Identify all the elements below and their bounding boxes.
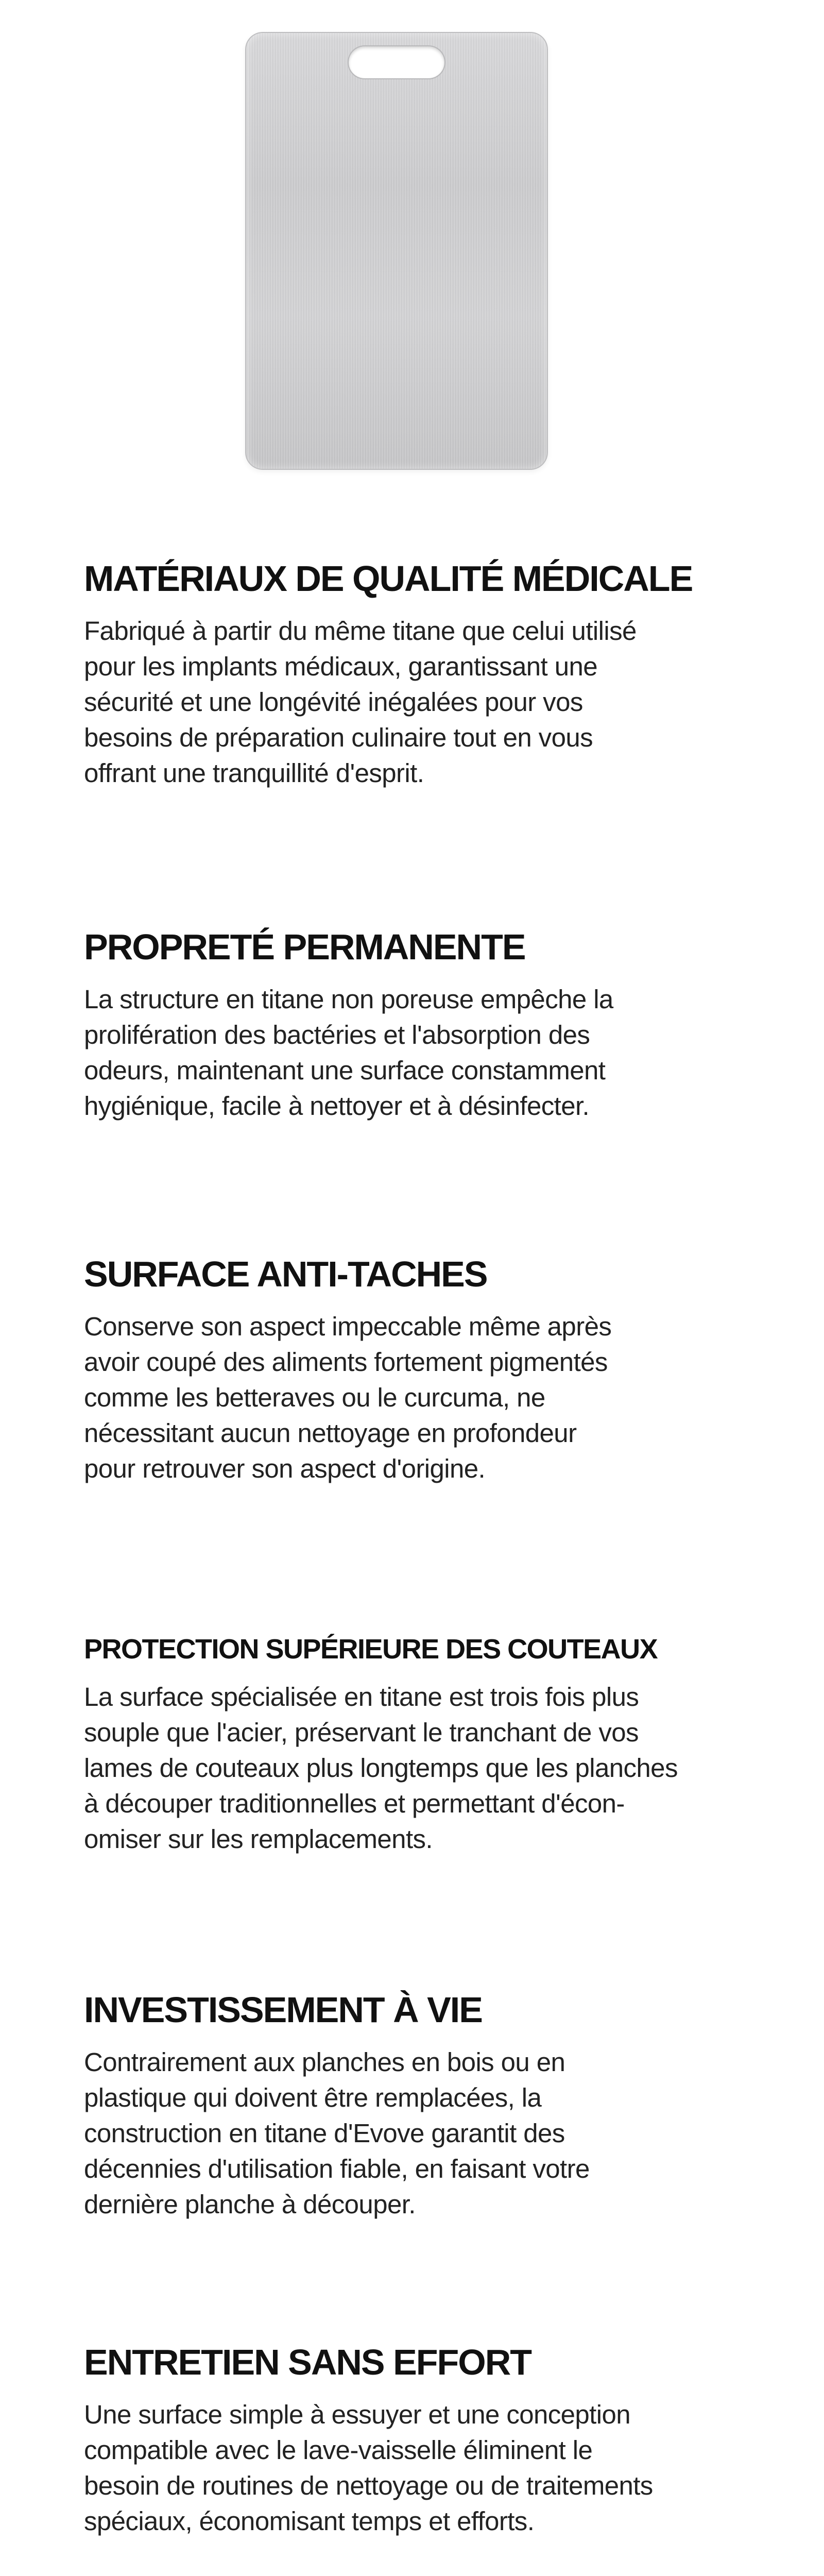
section-effortless-care — [84, 2343, 753, 2539]
section-body: La surface spécialisée en titane est trois fois plus souple que l'acier, préservant le tranchant de vos lames de couteaux plus longtemps que les planches à découper traditionnelles et permettant d'écon- omiser sur les remplacements. — [84, 1682, 678, 1854]
section-title: ENTRETIEN SANS EFFORT — [84, 2342, 531, 2382]
section-medical-grade — [84, 559, 753, 791]
product-image — [245, 32, 548, 470]
section-body: Conserve son aspect impeccable même après avoir coupé des aliments fortement pigmentés comme les betteraves ou le curcuma, ne nécessitant aucun nettoyage en profondeur pour retrouver son aspect d'origine. — [84, 1312, 612, 1483]
section-title: SURFACE ANTI-TACHES — [84, 1254, 487, 1294]
section-body: Contrairement aux planches en bois ou en plastique qui doivent être remplacées, la construction en titane d'Evove garantit des décennies d'utilisation fiable, en faisant votre dernière planche à découper. — [84, 2047, 590, 2219]
section-knife-protection — [84, 1634, 753, 1857]
section-title: PROPRETÉ PERMANENTE — [84, 927, 525, 967]
section-title: MATÉRIAUX DE QUALITÉ MÉDICALE — [84, 558, 693, 599]
section-body: La structure en titane non poreuse empêche la prolifération des bactéries et l'absorption des odeurs, maintenant une surface constamment hygiénique, facile à nettoyer et à désinfecter. — [84, 985, 613, 1121]
section-title: PROTECTION SUPÉRIEURE DES COUTEAUX — [84, 1634, 658, 1665]
section-body: Fabriqué à partir du même titane que celui utilisé pour les implants médicaux, garantissant une sécurité et une longévité inégalées pour vos besoins de préparation culinaire tout en vous offrant une tranquillité d'esprit. — [84, 616, 637, 788]
section-permanent-cleanliness — [84, 927, 753, 1124]
section-stain-resistant — [84, 1255, 753, 1486]
section-body: Une surface simple à essuyer et une conception compatible avec le lave-vaisselle éliminent le besoin de routines de nettoyage ou de traitements spéciaux, économisant temps et efforts. — [84, 2400, 653, 2536]
titanium-cutting-board-icon — [245, 32, 548, 470]
section-title: INVESTISSEMENT À VIE — [84, 1990, 482, 2030]
section-lifetime-investment — [84, 1990, 753, 2222]
board-handle-slot — [349, 46, 444, 78]
